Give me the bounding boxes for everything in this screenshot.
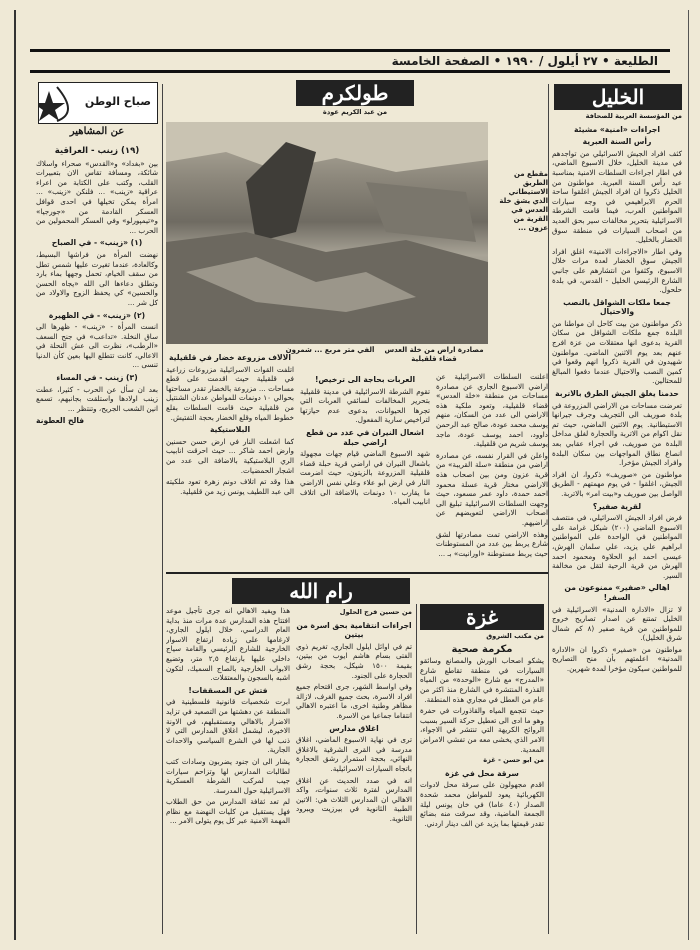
tulkarm-column-2 xyxy=(300,372,430,568)
tulkarm-photo xyxy=(166,122,488,344)
section-rule xyxy=(166,572,548,574)
item-text: انست المرأة - «زينب» - ظهرها الى ساق النخلة. «تداعب» في جنح السعف «الرطب»، نظرت الى عش النحلة في الاعالي، كانت تتطلع اليها بعين كأن الدنيا تنسى ... xyxy=(36,322,158,370)
tulkarm-paragraph: اعلنت السلطات الاسرائيلية عن اراضي الاسبوع الجاري عن مصادرة مساحات من منطقة «خلة العدس» قضاء قلقيلية، وتعود ملكية هذه الاراضي الى عدد من السكان، منهم يوسف محمد عودة، صالح عبد الرحمن داوود، احمد يوسف عودة، ماجد يوسف شريم من قلقيلية. xyxy=(436,372,548,449)
tulkarm-byline: من عبد الكريم عودة xyxy=(322,108,388,116)
tulkarm-paragraph: شهد الاسبوع الماضي قيام جهات مجهولة باشعال النيران في اراضي قرية حبلة قضاء قلقيلية المزروعة بالزيتون، حيث اضرمت النار في ارض ابو علاء وعلي نفس الاراضي ما يقارب ١٠ دونمات بالاضافة الى اتلاف انابيب المياه. xyxy=(300,449,430,507)
ramallah-subhead: فتش عن المسقفات! xyxy=(188,685,268,695)
gaza-byline: من ابو حسن - غزة xyxy=(483,756,544,765)
left-column xyxy=(36,144,158,934)
gaza-banner xyxy=(420,604,544,630)
item-title: (٢) «زينب» - في الظهيرة xyxy=(48,310,146,320)
khalil-subhead: لقرية صفير؟ xyxy=(592,501,642,511)
column-masthead xyxy=(38,82,158,124)
khalil-headline: اجراءات «امنية» مشيئة xyxy=(574,124,660,134)
ramallah-headline: اجراءات انتقامية بحق اسرة من بيتين xyxy=(296,620,412,640)
column-divider xyxy=(162,84,164,934)
ramallah-column-2 xyxy=(166,606,290,936)
khalil-subhead: حدمنا يغلق الجيش الطرق بالاتربة xyxy=(555,389,679,399)
tulkarm-paragraph: واعلن في القرار نفسه، عن مصادرة اراضي من منطقة «سلة القريبة» من قرية عزون ومن بين اصحاب هذه الاراضي مختار قرية عسلة محمود احمد حمدة، داود عمر مسعود، حيث وجهت السلطات الاسرائيلية تبليغ الى اصحاب الاراضي لتعويضهم عن اراضيهم. xyxy=(436,450,548,527)
tulkarm-paragraph: كما اشعلت النار في ارض حسن حسنين وارض احمد شاكر ... حيث احرقت انابيب الري البلاستيكية بالاضافة الى عدد من اشجار الحمضيات. xyxy=(166,436,294,475)
khalil-paragraph: كثف افراد الجيش الاسرائيلي من تواجدهم في مدينة الخليل، خلال الاسبوع الماضي، في اطار اجراءات السلطات الامنية بمناسبة عيد رأس السنة العبرية. مواطنون من الخليل ذكروا ان افراد الجيش اغلقوا ساحة الحرم الابراهيمي في وجه سيارات المواطنين العرب، فيما قامت الشرطة الاسرائيلية بتحرير مخالفات سير بحق العديد من اصحاب السيارات في منطقة سوق الخضار بالخليل. xyxy=(552,148,682,245)
gaza-column xyxy=(420,632,544,938)
tulkarm-subhead: البلاستيكية xyxy=(209,425,251,435)
khalil-paragraph: فرض افراد الجيش الاسرائيلي، في منتصف الاسبوع الماضي (٢٠٠) شيكل غرامة على المواطنين في الواحدة على المواطنين ابراهيم علي يزيد، علي سلمان الهرش، عيسى احمد ابو الحلاوة ومحمود احمد الهرش من قرية الرحية لتقل من مخالفة السير. xyxy=(552,513,682,580)
khalil-paragraph: مواطنون من «صفير» ذكروا ان «الادارة المدنية» اعلمتهم بأن منح التصاريح للمواطنين سيكون مؤخرا لمدة شهرين. xyxy=(552,644,682,674)
item-title: (٣) زينب - في المساء xyxy=(56,373,138,383)
khalil-paragraph: وفي اطار «الاجراءات الامنية» اغلق افراد الجيش سوق الخضار لعدة مرات خلال الاسبوع، وكثفوا من انتشارهم على جانبي الشارع الرئيسي الخليل - القدس، في بلدة حلحول. xyxy=(552,246,682,295)
tulkarm-banner xyxy=(296,80,414,106)
gaza-paragraph: يشكو اصحاب الورش والمصانع وسائقو السيارات في منطقة تقاطع شارع «المدرج» مع شارع «الوحدة» من المياه القذرة المنتشرة في الشارع منذ اكثر من عام من العطل في مجاري هذه المنطقة. xyxy=(420,656,544,704)
gaza-paragraph: حيث تتجمع المياه والقاذورات في حفرة وهو ما ادى الى تعطيل حركة السير بسبب الروائح الكريهة التي تنتشر في الاجواء، الامر الذي يخشى معه من تفشي الامراض المعدية. xyxy=(420,706,544,754)
tulkarm-subhead: اشعال النيران في عدد من قطع اراضي حبلة xyxy=(306,427,424,447)
tulkarm-column-3 xyxy=(166,350,294,570)
ramallah-byline: من حسين فرج الحلول xyxy=(339,608,412,616)
ramallah-paragraph: تم في اوائل ايلول الجاري، تغريم ذوي الفتى بسام هاشم ايوب من بيتين، بقيمة ١٥٠٠ شيكل، بحجة رشق الحجارة على الجنود. xyxy=(296,641,412,680)
khalil-column xyxy=(552,112,682,938)
khalil-paragraph: مواطنون من «صوريف» ذكروا، ان افراد الجيش، اغلقوا - في يوم مهمتهم - الطريق الواصل بين صوريف و«بيت امر» بالاتربة. xyxy=(552,469,682,498)
khalil-subhead: جمعا ملكات الشواقل بالنصب والاحتيال xyxy=(563,297,671,317)
ramallah-paragraph: ترى في نهاية الاسبوع الماضي، اغلاق مدرسة في القرى الشرقية بالاغلاق النهائي، بحجة استمرار رشق الحجارة باتجاه السيارات الاسرائيلية. xyxy=(296,735,412,773)
ramallah-paragraph: هذا ويفيد الاهالي انه جرى تأجيل موعد افتتاح هذه المدارس عدة مرات منذ بداية العام الدراسي، خلال ايلول الجاري، لارغامها على زيادة ارتفاع الاسوار الخارجية للشارع الرئيسي والقامة سياج داخلي عليها بارتفاع ٢,٥ متر، وتضيع الابواب الخارجية بالصاج السميك، لتكون اشبه بالسجون والمعتقلات. xyxy=(166,606,290,683)
ramallah-paragraph: وفي اواسط الشهر، جرى اقتحام جميع افراد الاسرة، بحث جميع الغرف، لازالة مظاهر وطنية اخرى، ما اعتبره الاهالي انتقاما جماعيا من الاسرة. xyxy=(296,682,412,720)
item-text: بعد ان سأل عن الحرب - كثيرا، عطت زينب اولادها واستلقت بجانبهم، تسمع انين الشعب الجريح، وتنتظر ... xyxy=(36,384,158,413)
khalil-subhead: اهالي «صفير» ممنوعون من السفر! xyxy=(564,583,670,602)
photo-caption-side: مقطع من الطريق الاستيطاني الذي يشق خلة العدس في القرية من عزون ... xyxy=(499,170,548,232)
gaza-banner-text: غزة xyxy=(466,605,498,629)
tulkarm-subhead: الالاف مزروعة خضار في قلقيلية xyxy=(169,353,291,362)
column-divider xyxy=(416,604,418,934)
item-text: بين «بغداد» و«القدس» صحراء واسلاك شائكة، ومسافة تقاس الان بتعبيرات القلب، وكتب على الكتابة من اعراء عراقية «زينب» ... فلنكن «زينب» ... امرأة يمكن تخيلها في احدى قوافل العسكر القادمة من «جورجيا» و«تيمپورلو» وفي العسكر المحمولين من الحرب ... xyxy=(36,158,158,235)
masthead-title: صباح الوطن xyxy=(84,95,151,108)
ramallah-banner-text: رام الله xyxy=(289,579,353,603)
tulkarm-paragraph: وهذه الاراضي تمت مصادرتها لشق شارع يربط بين عدد من المستوطنات حيث يربط مستوطنة «اورانيت» بـ ... xyxy=(436,529,548,558)
khalil-paragraph: تعرضت مساحات من الاراضي المزروعة في بلدة صوريف الى التجريف وجرف جيرانها الاستيطانية. يوم الاثنين الماضي، حيث تم نقل اكوام من الاتربة والحجارة لغلق مداخل البلدة من صوريف، في اجراء عقابي بعد انصاع نطاق المواجهات بين سكان البلدة وافراد الجيش مؤخرا. xyxy=(552,400,682,468)
item-title: (١٩) زينب - العراقية xyxy=(54,146,140,156)
item-text: نهضت المرأة من فراشها البسيط، وكالعادة، عندما تغيرت عليها شمس تطل من سقف الخيام، تحمل وجهها بماء بارد وتطلق دعاءها الى الله «يجاه الحسن والحسين» كي يحفظ الزوج والاولاد من كل شر ... xyxy=(36,249,158,307)
ramallah-paragraph: انه في صدد الحديث عن اغلاق المدارس لفترة ثلاث سنوات، واكد الاهالي ان المدارس الثلاث هي: الاتين الطبية الثانوية في بيرزيت ويبرود الثانوية. xyxy=(296,775,412,823)
gaza-headline: مكرمة صحية xyxy=(451,643,513,655)
gaza-subhead: سرقة محل في غزة xyxy=(445,768,519,778)
page-header xyxy=(30,49,670,73)
column-divider xyxy=(548,84,550,934)
photo-scene xyxy=(166,122,488,344)
khalil-paragraph: ذكر مواطنون من بيت كاحل ان مواطنا من البلدة جمع ملكات الشواقل من سكان القرية بدعوى انها معتقلات من عزة افرج عنهم بعد يوم الاثنين الماضي. مواطنون شهيدون في القرية ذكروا انهم وقعوا في كمين النصب والاحتيال عندما دفعوا المبالغ للمحتالين. xyxy=(552,318,682,386)
ramallah-subhead: اغلاق مدارس xyxy=(329,723,379,733)
column-signature: فالح العطونة xyxy=(36,416,85,426)
ramallah-paragraph: ابرت شخصيات قانونية فلسطينية في المنطقة عن دهشتها من التصعيد في تزايد الاضرار بالاهالي ومستقبلهم، في الاونة الاخيرة، ليشمل اغلاق المدارس التي لا ذنب لها في الشرع السياسي والاحداث الجارية. xyxy=(166,697,290,755)
gaza-byline: من مكتب الشروق xyxy=(486,632,544,640)
ramallah-banner xyxy=(232,578,410,604)
ramallah-paragraph: يشار الى ان جنود يضربون وسادات كتب لطالبات المدارس لها وتزاحم سيارات جيب لمركب الشرطة العسكرية الاسرائيلية حول المدرسة. xyxy=(166,756,290,795)
photo-caption-secondary: ألفي متر مربع ... شمرون xyxy=(285,346,375,354)
column-subtitle: عن المشاهير xyxy=(69,126,125,137)
khalil-source: من المؤسسة العربية للصحافة xyxy=(585,112,682,120)
item-title: (١) «زينب» - في الصباح xyxy=(51,238,143,248)
ramallah-paragraph: لم تعد ثقافة المدارس من حق الطلاب فهل يستقيل من كليات النهضة مع نظام المهمة الامنية عبر كل يوم يتولى الامر ... xyxy=(166,797,290,826)
tulkarm-subhead: العربات بحاجة الى ترخيص! xyxy=(314,375,416,384)
khalil-banner xyxy=(554,84,682,110)
tulkarm-paragraph: هذا وقد تم اتلاف دونم زهرة تعود ملكيته الى عبد اللطيف يونس زيد من قلقيلية. xyxy=(166,477,294,496)
photo-caption-main: مصادرة اراض من خلة العدس قضاء قلقيلية xyxy=(384,346,484,363)
header-text: الطليعة • ٢٧ أيلول / ١٩٩٠ • الصفحة الخامسة xyxy=(391,54,658,68)
tulkarm-paragraph: تقوم الشرطة الاسرائيلية في مدينة قلقيلية بتحرير المخالفات لسائقي العربات التي تجرها الحيوانات، بدعوى عدم حيازتها لتراخيص سارية المفعول. xyxy=(300,386,430,425)
khalil-paragraph: لا تزال «الادارة المدنية» الاسرائيلية في الخليل تمتنع عن اصدار تصاريح خروج للمواطنين من قرية صفير (٨ كم شمال شرق الخليل). xyxy=(552,604,682,643)
ramallah-column-1 xyxy=(296,608,412,938)
tulkarm-column-1 xyxy=(436,372,548,584)
tulkarm-paragraph: اتلفت القوات الاسرائيلية مزروعات زراعية في قلقيلية حيث اقدمت على قطع مساحات ... مزروعة بالخضار تقدر مساحتها بحوالي ١٠ دونمات للمواطن عدنان الشنتيل من قلقيلية حيث قامت السلطات بقلع خطوط المياه وقلع الخضار بحجة التفتيش. xyxy=(166,364,294,422)
khalil-banner-text: الخليل xyxy=(591,85,645,109)
tulkarm-banner-text: طولكرم xyxy=(321,81,389,105)
gaza-paragraph: اقدم مجهولون على سرقة محل لادوات الكهربائية يعود للمواطن محمد شحدة الصدار (٤٠ عاما) في خان يونس ليلة الجمعة الماضية، وقد سرقت منه بضائع تقدر قيمتها بما يزيد عن الف دينار اردني. xyxy=(420,780,544,828)
khalil-subhead: رأس السنة العبرية xyxy=(582,137,652,147)
